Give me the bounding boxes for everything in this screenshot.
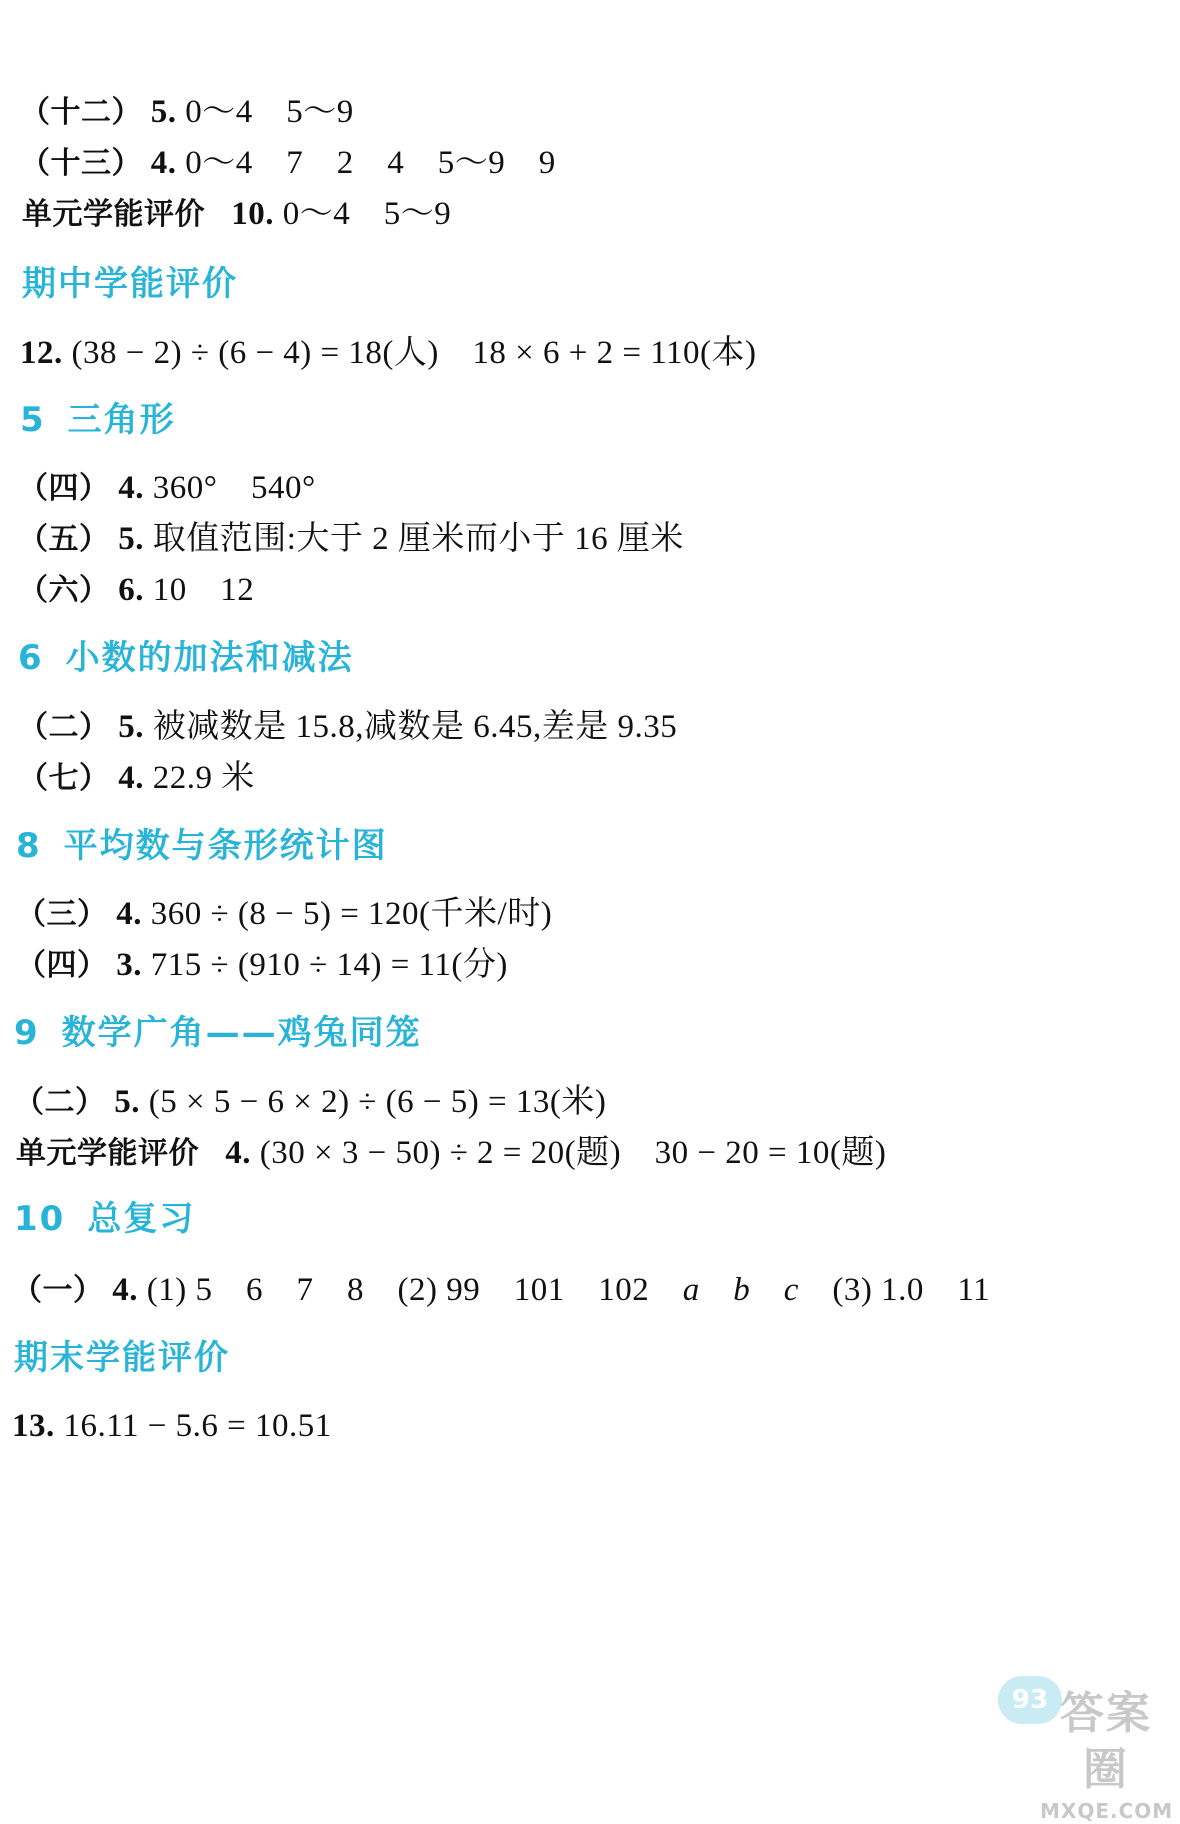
answer-tag: （五）	[18, 522, 110, 557]
answer-text: (1) 5 6 7 8 (2) 99 101 102	[146, 1272, 683, 1308]
watermark-main-text: 答案圈	[1060, 1688, 1152, 1795]
section-heading	[20, 398, 176, 442]
answer-text: (30 × 3 − 50) ÷ 2 = 20(题) 30 − 20 = 10(题)	[259, 1135, 887, 1171]
answer-line	[20, 333, 756, 373]
heading-number: 8	[16, 826, 42, 866]
answer-tag: 单元学能评价	[22, 197, 205, 232]
answer-line	[12, 1406, 332, 1446]
question-number: 4.	[116, 896, 142, 932]
question-number: 5.	[118, 709, 144, 745]
section-heading	[14, 1197, 195, 1241]
answer-line	[22, 194, 451, 235]
question-number: 6.	[118, 572, 144, 608]
heading-title: 平均数与条形统计图	[63, 826, 388, 866]
heading-title: 期中学能评价	[22, 264, 238, 304]
heading-number: 6	[18, 638, 44, 678]
answer-line	[14, 1082, 606, 1123]
question-number: 4.	[150, 145, 177, 181]
answer-line	[18, 468, 316, 509]
answer-tag: （四）	[18, 471, 110, 506]
answer-tag: （二）	[14, 1085, 106, 1120]
heading-title: 期末学能评价	[14, 1338, 230, 1378]
answer-text: (5 × 5 − 6 × 2) ÷ (6 − 5) = 13(米)	[148, 1084, 607, 1120]
section-heading	[18, 636, 354, 680]
answer-line	[20, 143, 556, 184]
answer-text: 16.11 − 5.6 = 10.51	[63, 1408, 332, 1444]
question-number: 3.	[116, 947, 142, 983]
question-number: 10.	[231, 196, 274, 232]
answer-text: 0～4 5～9	[282, 196, 452, 232]
answer-text: 被减数是 15.8,减数是 6.45,差是 9.35	[152, 709, 678, 745]
heading-number: 5	[20, 400, 46, 440]
page-number-badge: 93	[998, 1676, 1062, 1724]
question-number: 4.	[118, 470, 144, 506]
answer-text: (3) 1.0 11	[798, 1272, 991, 1308]
answer-line	[18, 570, 254, 611]
answer-tag: （十二）	[20, 95, 142, 130]
answer-text: 715 ÷ (910 ÷ 14) = 11(分)	[150, 947, 508, 983]
section-heading	[14, 1336, 230, 1380]
heading-number: 10	[14, 1199, 66, 1239]
heading-title: 数学广角——鸡兔同笼	[61, 1013, 422, 1053]
answer-text: 取值范围:大于 2 厘米而小于 16 厘米	[152, 521, 684, 557]
answer-variables: a b c	[682, 1272, 799, 1308]
watermark-url: MXQE.COM	[1040, 1799, 1174, 1823]
answer-text: 10 12	[152, 572, 255, 608]
question-number: 4.	[112, 1272, 138, 1308]
question-number: 4.	[225, 1135, 251, 1171]
answer-line	[12, 1270, 990, 1311]
heading-title: 小数的加法和减法	[65, 638, 354, 678]
answer-text: 360° 540°	[152, 470, 316, 506]
heading-title: 三角形	[67, 400, 176, 440]
answer-text: 22.9 米	[152, 760, 255, 796]
answer-line	[18, 758, 255, 799]
answer-tag: （一）	[12, 1273, 104, 1308]
question-number: 5.	[118, 521, 144, 557]
heading-title: 总复习	[87, 1199, 196, 1239]
heading-number: 9	[14, 1013, 40, 1053]
question-number: 12.	[20, 335, 63, 371]
question-number: 13.	[12, 1408, 55, 1444]
answer-tag: （六）	[18, 573, 110, 608]
answer-text: 0～4 5～9	[185, 94, 354, 130]
section-heading	[16, 824, 388, 868]
question-number: 5.	[150, 94, 177, 130]
answer-tag: （四）	[16, 948, 108, 983]
answer-line	[16, 945, 508, 986]
answer-tag: 单元学能评价	[16, 1136, 199, 1171]
answer-tag: （十三）	[20, 146, 142, 181]
answer-tag: （二）	[18, 710, 110, 745]
answer-line	[18, 519, 684, 560]
answer-text: 0～4 7 2 4 5～9 9	[185, 145, 556, 181]
answer-line	[16, 894, 552, 935]
section-heading	[14, 1011, 422, 1055]
question-number: 4.	[118, 760, 144, 796]
answer-line	[16, 1133, 886, 1174]
answer-tag: （三）	[16, 897, 108, 932]
question-number: 5.	[114, 1084, 140, 1120]
answer-line	[20, 92, 354, 133]
answer-text: 360 ÷ (8 − 5) = 120(千米/时)	[150, 896, 553, 932]
answer-tag: （七）	[18, 761, 110, 796]
answer-line	[18, 707, 677, 748]
answer-text: (38 − 2) ÷ (6 − 4) = 18(人) 18 × 6 + 2 = 110(本)	[71, 335, 757, 371]
section-heading	[22, 262, 238, 306]
watermark-logo	[1040, 1686, 1172, 1824]
